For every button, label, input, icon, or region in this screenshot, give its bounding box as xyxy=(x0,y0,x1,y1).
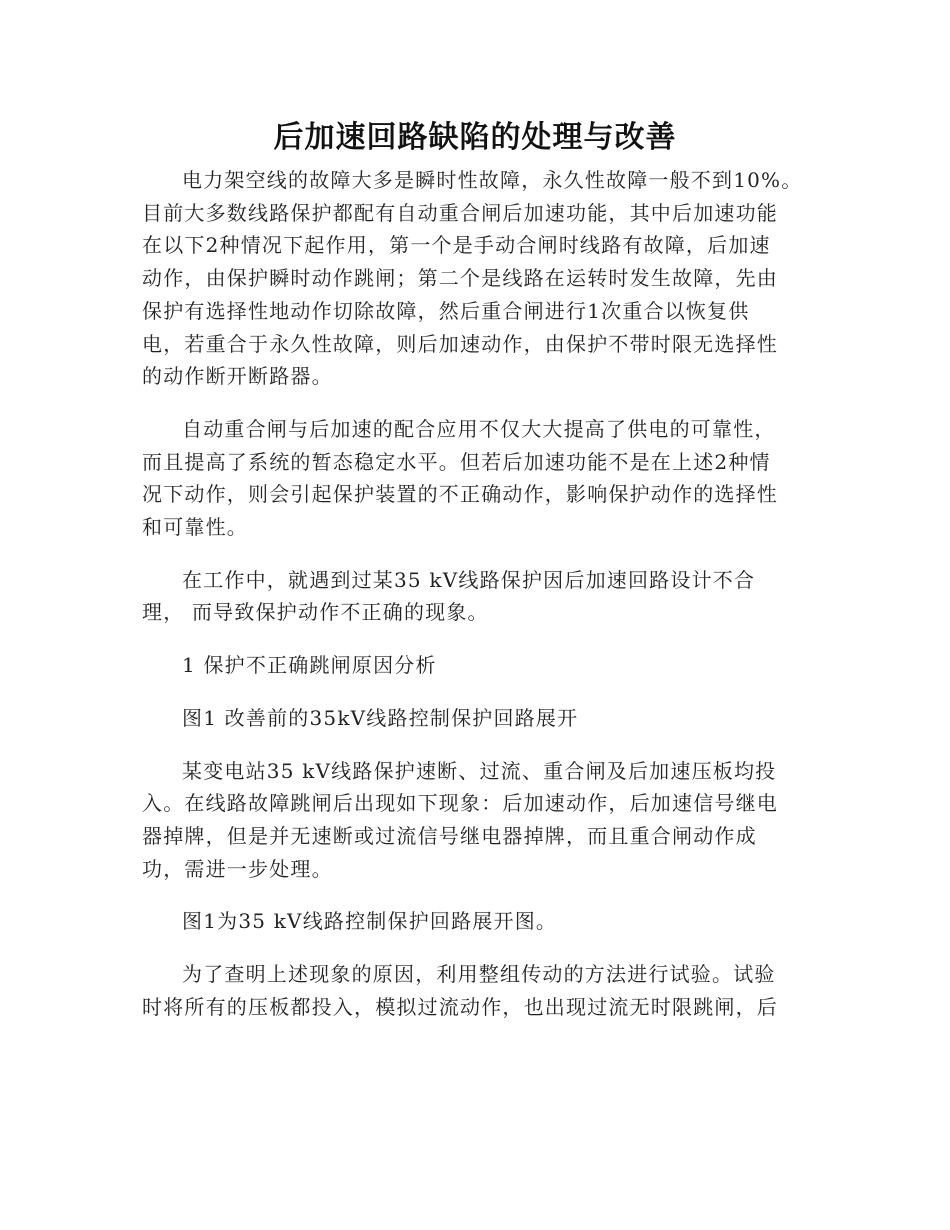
section-heading-text: 1 保护不正确跳闸原因分析 xyxy=(182,653,437,678)
section-heading xyxy=(142,649,796,682)
text-line: 目前大多数线路保护都配有自动重合闸后加速功能，其中后加速功能 xyxy=(142,200,778,225)
text-line: 况下动作，则会引起保护装置的不正确动作，影响保护动作的选择性 xyxy=(142,482,778,507)
text-line: 自动重合闸与后加速的配合应用不仅大大提高了供电的可靠性， xyxy=(182,416,776,441)
paragraph-4 xyxy=(142,755,796,886)
paragraph-5 xyxy=(142,905,796,938)
paragraph-2 xyxy=(142,413,796,544)
paragraph-1 xyxy=(142,164,803,393)
text-line: 图1为35 kV线路控制保护回路展开图。 xyxy=(182,909,558,934)
figure-caption-text: 图1 改善前的35kV线路控制保护回路展开 xyxy=(182,705,579,730)
text-line: 功，需进一步处理。 xyxy=(142,856,333,881)
text-line: 为了查明上述现象的原因，利用整组传动的方法进行试验。试验 xyxy=(182,962,776,987)
text-line: 时将所有的压板都投入，模拟过流动作，也出现过流无时限跳闸，后 xyxy=(142,994,778,1019)
document-body xyxy=(142,164,803,1043)
text-line: 理， 而导致保护动作不正确的现象。 xyxy=(142,600,489,625)
text-line: 电力架空线的故障大多是瞬时性故障，永久性故障一般不到10%。 xyxy=(182,168,803,192)
text-line: 动作，由保护瞬时动作跳闸；第二个是线路在运转时发生故障，先由 xyxy=(142,266,778,291)
paragraph-6 xyxy=(142,958,796,1023)
text-line: 保护有选择性地动作切除故障，然后重合闸进行1次重合以恢复供 xyxy=(142,298,750,323)
text-line: 和可靠性。 xyxy=(142,515,248,540)
text-line: 在以下2种情况下起作用，第一个是手动合闸时线路有故障，后加速 xyxy=(142,233,771,258)
text-line: 入。在线路故障跳闸后出现如下现象：后加速动作，后加速信号继电 xyxy=(142,791,778,816)
text-line: 而且提高了系统的暂态稳定水平。但若后加速功能不是在上述2种情 xyxy=(142,449,771,474)
figure-caption xyxy=(142,702,796,735)
text-line: 的动作断开断路器。 xyxy=(142,364,333,389)
text-line: 电，若重合于永久性故障，则后加速动作，由保护不带时限无选择性 xyxy=(142,331,778,356)
text-line: 器掉牌，但是并无速断或过流信号继电器掉牌，而且重合闸动作成 xyxy=(142,823,757,848)
paragraph-3 xyxy=(142,564,796,629)
text-line: 在工作中，就遇到过某35 kV线路保护因后加速回路设计不合 xyxy=(182,567,756,592)
document-title: 后加速回路缺陷的处理与改善 xyxy=(273,120,677,155)
text-line: 某变电站35 kV线路保护速断、过流、重合闸及后加速压板均投 xyxy=(182,758,777,783)
